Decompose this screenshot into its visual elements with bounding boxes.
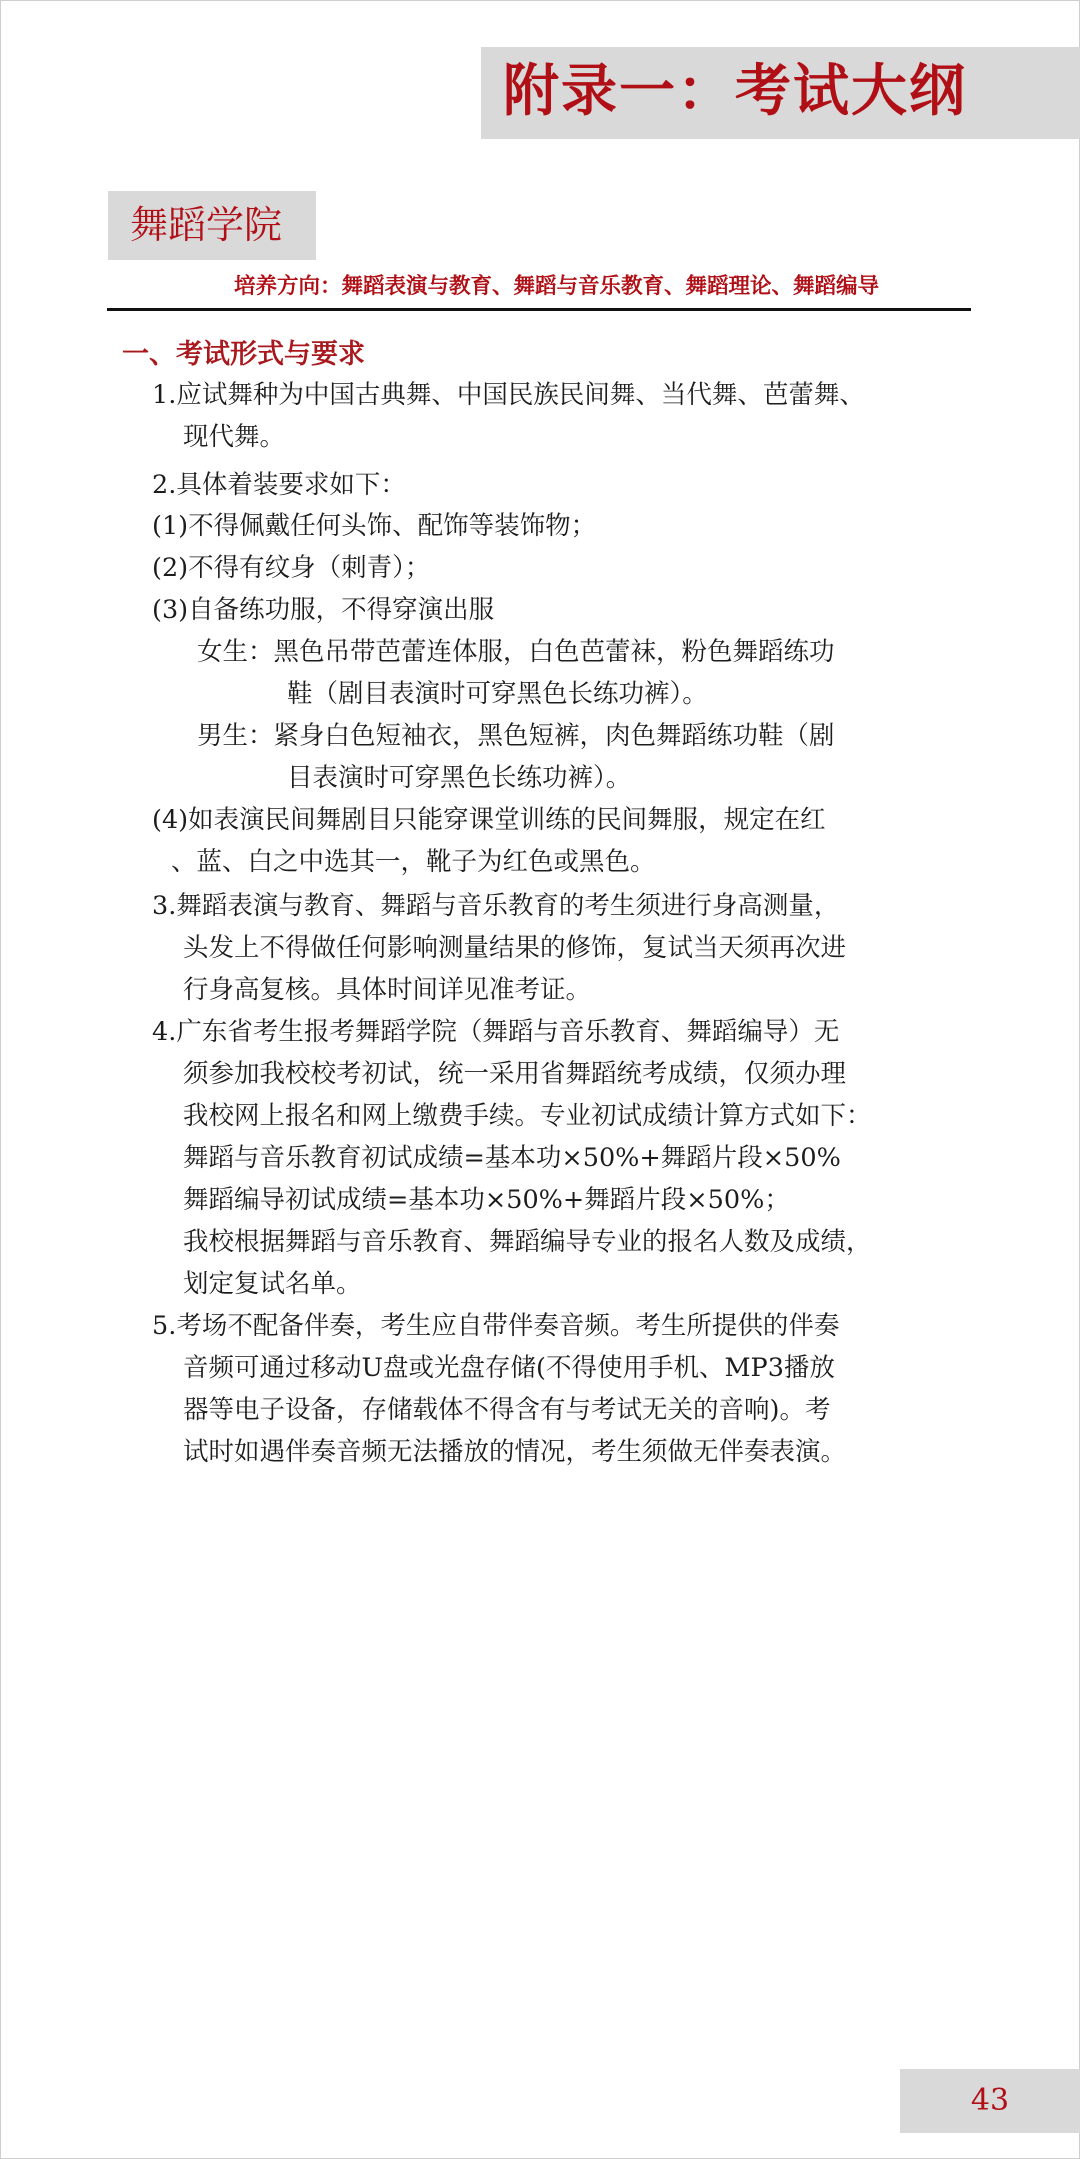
body-line-26: 试时如遇伴奏音频无法播放的情况，考生须做无伴奏表演。 xyxy=(183,1437,847,1467)
body-line-5: (2)不得有纹身（刺青）； xyxy=(152,553,431,583)
training-direction: 培养方向：舞蹈表演与教育、舞蹈与音乐教育、舞蹈理论、舞蹈编导 xyxy=(234,274,880,299)
body-line-20: 舞蹈编导初试成绩=基本功×50%+舞蹈片段×50%； xyxy=(183,1185,790,1215)
body-line-23: 5.考场不配备伴奏，考生应自带伴奏音频。考生所提供的伴奏 xyxy=(152,1311,840,1341)
body-line-19: 舞蹈与音乐教育初试成绩=基本功×50%+舞蹈片段×50% xyxy=(183,1143,841,1173)
body-line-3: 2.具体着装要求如下： xyxy=(152,470,406,500)
body-line-22: 划定复试名单。 xyxy=(183,1269,362,1299)
body-line-8: 鞋（剧目表演时可穿黑色长练功裤）。 xyxy=(287,679,708,709)
body-line-17: 须参加我校校考初试，统一采用省舞蹈统考成绩，仅须办理 xyxy=(183,1059,847,1089)
body-line-16: 4.广东省考生报考舞蹈学院（舞蹈与音乐教育、舞蹈编导）无 xyxy=(152,1017,840,1047)
body-line-7: 女生：黑色吊带芭蕾连体服，白色芭蕾袜，粉色舞蹈练功 xyxy=(197,637,835,667)
body-line-12: 、蓝、白之中选其一，靴子为红色或黑色。 xyxy=(171,847,656,877)
body-line-18: 我校网上报名和网上缴费手续。专业初试成绩计算方式如下： xyxy=(183,1101,872,1131)
body-line-4: (1)不得佩戴任何头饰、配饰等装饰物； xyxy=(152,511,597,541)
body-line-6: (3)自备练功服，不得穿演出服 xyxy=(152,595,495,625)
body-line-14: 头发上不得做任何影响测量结果的修饰，复试当天须再次进 xyxy=(183,933,847,963)
body-line-13: 3.舞蹈表演与教育、舞蹈与音乐教育的考生须进行身高测量， xyxy=(152,891,840,921)
body-line-1: 1.应试舞种为中国古典舞、中国民族民间舞、当代舞、芭蕾舞、 xyxy=(152,380,865,410)
header-divider xyxy=(107,308,971,311)
section-heading: 一、考试形式与要求 xyxy=(122,339,365,370)
body-line-15: 行身高复核。具体时间详见准考证。 xyxy=(183,975,592,1005)
body-line-21: 我校根据舞蹈与音乐教育、舞蹈编导专业的报名人数及成绩， xyxy=(183,1227,872,1257)
body-line-2: 现代舞。 xyxy=(183,422,286,452)
body-line-25: 器等电子设备，存储载体不得含有与考试无关的音响)。考 xyxy=(183,1395,831,1425)
appendix-title: 附录一：考试大纲 xyxy=(503,59,967,124)
body-line-11: (4)如表演民间舞剧目只能穿课堂训练的民间舞服，规定在红 xyxy=(152,805,826,835)
page-number: 43 xyxy=(970,2083,1010,2118)
body-line-10: 目表演时可穿黑色长练功裤）。 xyxy=(287,763,632,793)
college-name: 舞蹈学院 xyxy=(130,203,283,247)
body-line-24: 音频可通过移动U盘或光盘存储(不得使用手机、MP3播放 xyxy=(183,1353,835,1383)
body-line-9: 男生：紧身白色短袖衣，黑色短裤，肉色舞蹈练功鞋（剧 xyxy=(197,721,835,751)
